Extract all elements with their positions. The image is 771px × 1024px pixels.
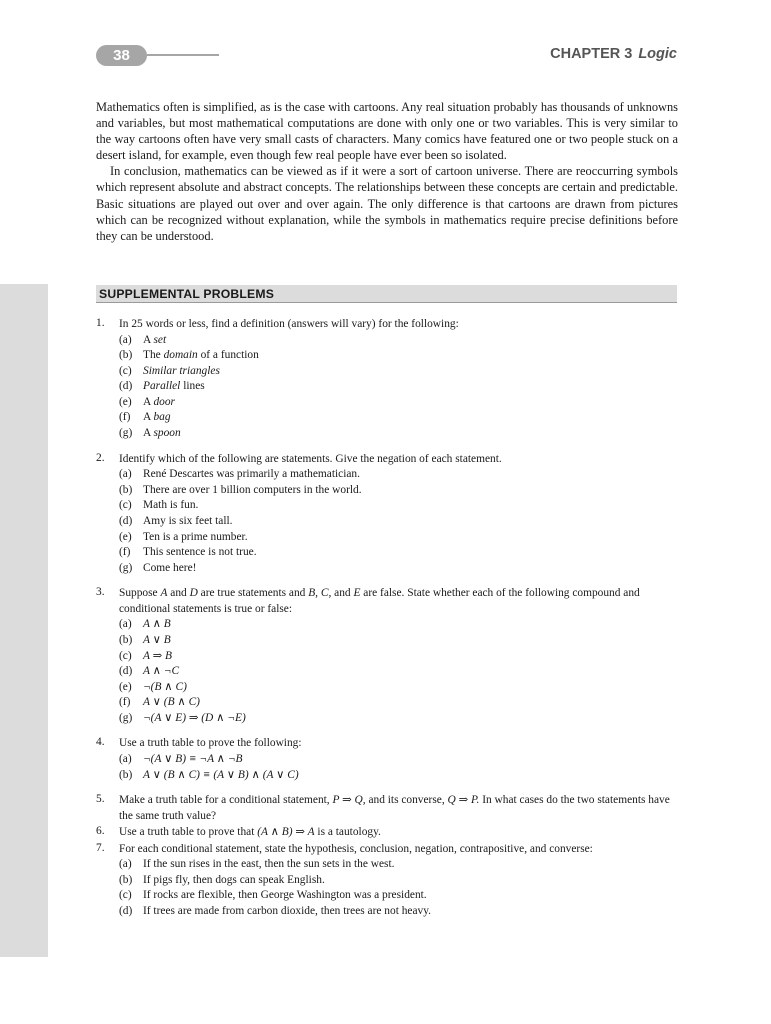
problem-part: (d) Amy is six feet tall. bbox=[119, 514, 233, 527]
problem-7 bbox=[96, 842, 678, 920]
problem-stem: Identify which of the following are statements. Give the negation of each statement. bbox=[119, 452, 502, 465]
problem-part: (e) A door bbox=[119, 395, 175, 408]
header-rule bbox=[147, 54, 219, 56]
problem-part: (g) Come here! bbox=[119, 561, 197, 574]
problem-part: (d) Parallel lines bbox=[119, 380, 205, 393]
problem-stem: In 25 words or less, find a definition (answers will vary) for the following: bbox=[119, 318, 459, 330]
problem-part: (a) A set bbox=[119, 333, 167, 346]
problem-part: (b) If pigs fly, then dogs can speak English. bbox=[119, 873, 325, 886]
problem-part: (g) ¬(A ∨ E) ⇒ (D ∧ ¬E) bbox=[119, 711, 246, 724]
chapter-label: CHAPTER 3 bbox=[550, 46, 633, 62]
problem-parts bbox=[119, 617, 678, 726]
problem-number: 6. bbox=[96, 825, 105, 838]
problem-part: (c) A ⇒ B bbox=[119, 649, 172, 662]
intro-paragraph-1: Mathematics often is simplified, as is the case with cartoons. Any real situation probably has thousands of unknowns and variables, but most mathematical computations are done with only one or two variables. This is very similar to the way cartoons often have very small casts of characters. Many comics have featured one or two people stuck on a desert island, for example, even though few real people have ever been so isolated. bbox=[96, 100, 678, 163]
problem-part: (b) A ∨ B bbox=[119, 633, 171, 646]
problem-2 bbox=[96, 452, 678, 577]
problem-stem: Use a truth table to prove the following: bbox=[119, 737, 302, 750]
problem-part: (c) If rocks are flexible, then George Washington was a president. bbox=[119, 889, 427, 902]
problem-parts bbox=[119, 333, 678, 442]
problem-part: (e) Ten is a prime number. bbox=[119, 530, 248, 543]
problem-parts bbox=[119, 857, 678, 919]
section-title: SUPPLEMENTAL PROBLEMS bbox=[96, 285, 677, 303]
chapter-title: Logic bbox=[638, 46, 677, 62]
problem-part: (a) ¬(A ∨ B) ≡ ¬A ∧ ¬B bbox=[119, 752, 243, 765]
problem-part: (c) Similar triangles bbox=[119, 364, 220, 377]
problem-number: 1. bbox=[96, 317, 105, 329]
problem-number: 4. bbox=[96, 736, 105, 749]
problem-part: (b) A ∨ (B ∧ C) ≡ (A ∨ B) ∧ (A ∨ C) bbox=[119, 768, 299, 781]
problem-parts bbox=[119, 467, 678, 576]
chapter-header bbox=[550, 46, 677, 62]
page-number-badge: 38 bbox=[96, 45, 147, 66]
problem-part: (e) ¬(B ∧ C) bbox=[119, 680, 187, 693]
problem-part: (b) The domain of a function bbox=[119, 349, 259, 362]
problem-part: (b) There are over 1 billion computers in the world. bbox=[119, 483, 362, 496]
problem-stem: Make a truth table for a conditional statement, P ⇒ Q, and its converse, Q ⇒ P. In what cases do the two statements have the same truth value? bbox=[119, 794, 670, 822]
problem-stem: Suppose A and D are true statements and B, C, and E are false. State whether each of the following compound and conditional statements is true or false: bbox=[119, 587, 640, 615]
problem-number: 2. bbox=[96, 451, 105, 464]
problem-part: (d) A ∧ ¬C bbox=[119, 665, 180, 678]
problem-stem: Use a truth table to prove that (A ∧ B) ⇒ A is a tautology. bbox=[119, 826, 381, 839]
problem-part: (f) This sentence is not true. bbox=[119, 546, 257, 559]
problem-part: (a) René Descartes was primarily a mathematician. bbox=[119, 468, 360, 481]
problem-part: (a) A ∧ B bbox=[119, 618, 171, 631]
problem-1 bbox=[96, 317, 678, 442]
problem-parts bbox=[119, 752, 678, 783]
problem-part: (c) Math is fun. bbox=[119, 499, 199, 512]
problem-part: (g) A spoon bbox=[119, 427, 181, 440]
margin-tab-bar bbox=[0, 284, 48, 957]
problem-3 bbox=[96, 586, 678, 726]
problem-part: (f) A ∨ (B ∧ C) bbox=[119, 696, 200, 709]
problem-number: 7. bbox=[96, 841, 105, 854]
problem-6 bbox=[96, 825, 678, 841]
problem-stem: For each conditional statement, state the hypothesis, conclusion, negation, contrapositive, and converse: bbox=[119, 842, 593, 855]
problem-5 bbox=[96, 793, 678, 824]
problem-part: (f) A bag bbox=[119, 411, 171, 424]
problem-part: (d) If trees are made from carbon dioxide, then trees are not heavy. bbox=[119, 904, 432, 917]
intro-text bbox=[96, 99, 678, 244]
problem-part: (a) If the sun rises in the east, then the sun sets in the west. bbox=[119, 858, 395, 871]
intro-paragraph-2: In conclusion, mathematics can be viewed as if it were a sort of cartoon universe. There are reoccurring symbols which represent absolute and abstract concepts. The relationships between these concepts are certain and predictable. Basic situations are played out over and over again. The only difference is that cartoons are drawn from pictures which can be recognized without explanation, while the symbols in mathematics require precise definitions before they can be understood. bbox=[96, 164, 678, 243]
problem-number: 5. bbox=[96, 793, 105, 806]
problem-list bbox=[96, 317, 678, 920]
problem-4 bbox=[96, 736, 678, 783]
problem-number: 3. bbox=[96, 586, 105, 599]
